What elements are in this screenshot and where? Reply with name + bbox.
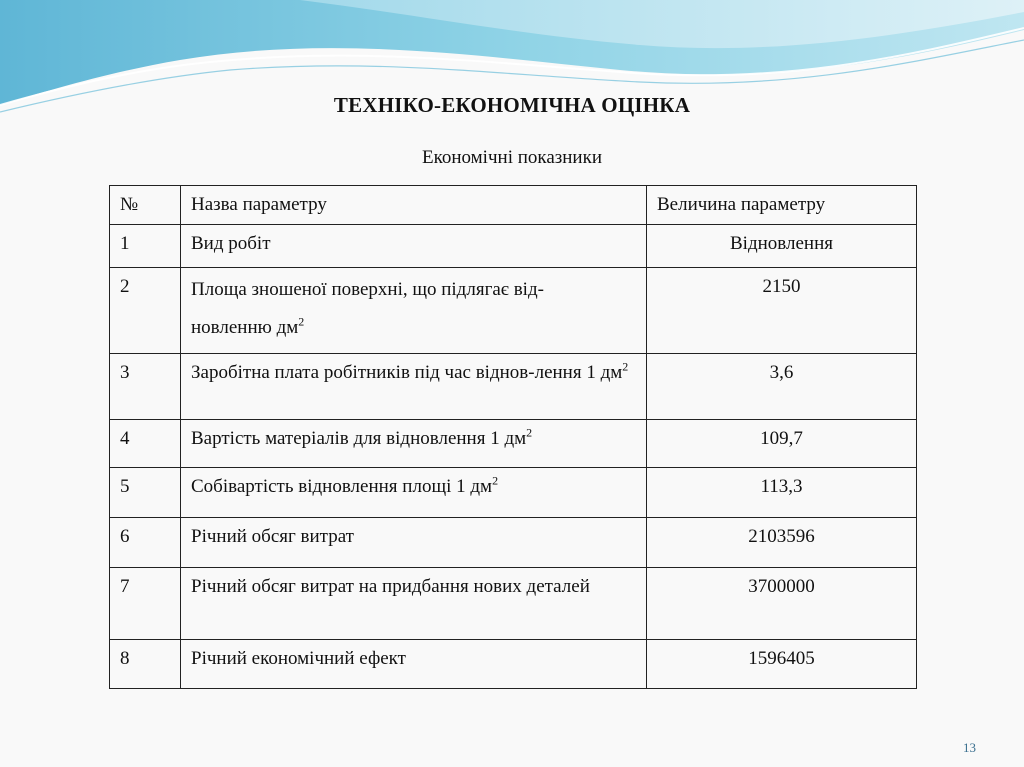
superscript: 2 <box>526 425 533 440</box>
row-name: Річний обсяг витрат на придбання нових деталей <box>181 567 647 639</box>
superscript: 2 <box>622 359 629 374</box>
row-value: 2103596 <box>647 517 917 567</box>
row-name: Вартість матеріалів для відновлення 1 $дм^2$ <box>181 419 647 467</box>
table-row <box>110 353 917 419</box>
table-row <box>110 517 917 567</box>
table-row <box>110 267 917 353</box>
row-num: 5 <box>110 467 181 517</box>
row-value: 109,7 <box>647 419 917 467</box>
row-value: 113,3 <box>647 467 917 517</box>
row-value: 1596405 <box>647 639 917 688</box>
table-row <box>110 224 917 267</box>
table-row <box>110 467 917 517</box>
row-num: 2 <box>110 267 181 353</box>
table-header-row <box>110 186 917 225</box>
row-num: 8 <box>110 639 181 688</box>
slide-title: ТЕХНІКО-ЕКОНОМІЧНА ОЦІНКА <box>333 93 691 117</box>
row-value: 2150 <box>647 267 917 353</box>
header-value: Величина параметру <box>647 186 917 225</box>
row-name: Собівартість відновлення площі 1 $дм^2$ <box>181 467 647 517</box>
row-value: 3,6 <box>647 353 917 419</box>
row-num: 7 <box>110 567 181 639</box>
row-num: 1 <box>110 224 181 267</box>
row-name: Річний обсяг витрат <box>181 517 647 567</box>
row-value: Відновлення <box>647 224 917 267</box>
table-row <box>110 419 917 467</box>
header-num: № <box>110 186 181 225</box>
row-num: 4 <box>110 419 181 467</box>
superscript: 2 <box>298 314 305 329</box>
table-caption: Економічні показники <box>421 147 603 168</box>
row-name <box>181 267 647 353</box>
row-name: Річний економічний ефект <box>181 639 647 688</box>
parameters-table <box>109 185 917 689</box>
superscript: 2 <box>492 473 499 488</box>
page-number: 13 <box>963 740 976 755</box>
row-value: 3700000 <box>647 567 917 639</box>
row-name: Вид робіт <box>181 224 647 267</box>
header-name: Назва параметру <box>181 186 647 225</box>
row-name-text: Площа зношеної поверхні, що підлягає від- новленню $дм^2$ <box>191 278 544 338</box>
table-row <box>110 639 917 688</box>
row-num: 6 <box>110 517 181 567</box>
table-row <box>110 567 917 639</box>
row-name: Заробітна плата робітників під час віднов-лення 1 $дм^2$ <box>181 353 647 419</box>
row-num: 3 <box>110 353 181 419</box>
